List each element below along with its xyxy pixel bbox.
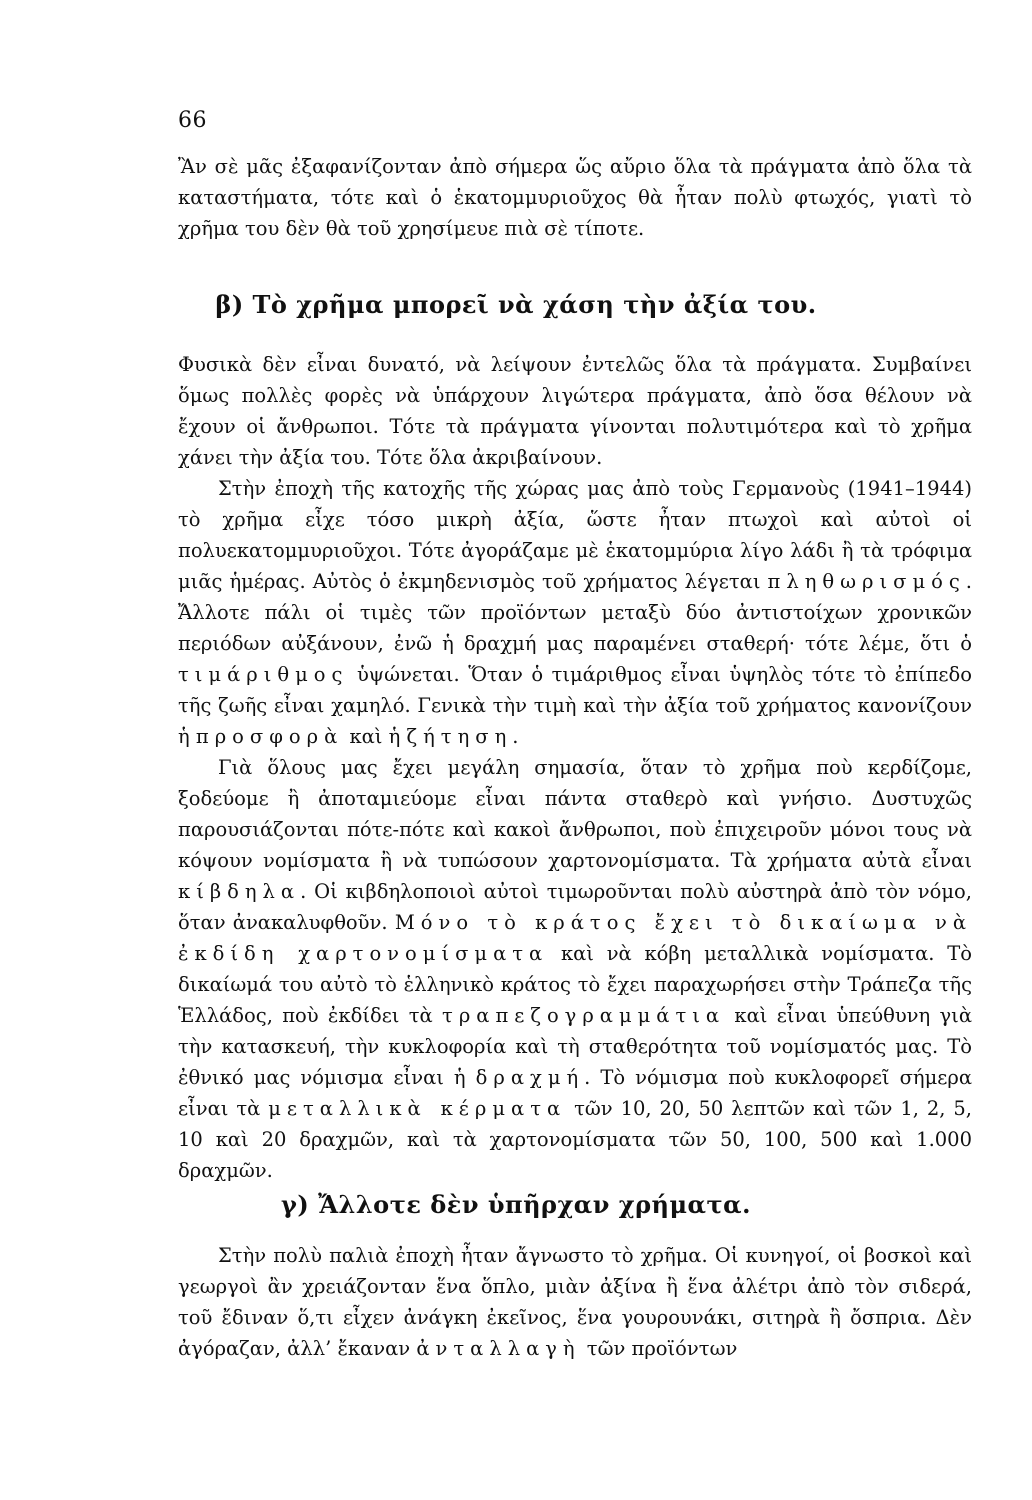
text-run: . Ἄλλοτε πάλι οἱ τιμὲς τῶν προϊόντων μεταξὺ δύο ἀντιστοίχων χρονικῶν περιόδων αὐξάνουν, ἐνῶ ἡ δραχμή μας παραμένει σταθερή· τότε λέμε, ὅτι ὁ	[178, 570, 972, 655]
text-run: Γιὰ ὅλους μας ἔχει μεγάλη σημασία, ὅταν τὸ χρῆμα ποὺ κερδίζομε, ξοδεύομε ἢ ἀποταμιεύομε εἶναι πάντα σταθερὸ καὶ γνήσιο. Δυστυχῶς παρουσιάζονται πότε-πότε καὶ κακοὶ ἄνθρωποι, ποὺ ἐπιχειροῦν μόνοι τους νὰ κόψουν νομίσματα ἢ νὰ τυπώσουν χαρτονομίσματα. Τὰ χρήματα αὐτὰ εἶναι	[178, 756, 972, 872]
section-b-paragraph-1: Φυσικὰ δὲν εἶναι δυνατό, νὰ λείψουν ἐντελῶς ὅλα τὰ πράγματα. Συμβαίνει ὅμως πολλὲς φορὲς νὰ ὑπάρχουν λιγώτερα πράγματα, ἀπὸ ὅσα θέλουν νὰ ἔχουν οἱ ἄνθρωποι. Τότε τὰ πράγματα γίνονται πολυτιμότερα καὶ τὸ χρῆμα χάνει τὴν ἀξία του. Τότε ὅλα ἀκριβαίνουν.	[178, 353, 972, 469]
section-b-paragraph-3	[178, 752, 972, 1186]
section-c-body	[178, 1240, 972, 1364]
text-run: ὑψώνεται. Ὅταν ὁ τιμάριθμος εἶναι ὑψηλὸς τότε τὸ ἐπίπεδο τῆς ζωῆς εἶναι χαμηλό. Γενικὰ τὴν τιμὴ καὶ τὴν ἀξία τοῦ χρήματος κανονίζουν ἡ	[178, 663, 972, 748]
text-run: τῶν προϊόντων	[580, 1337, 738, 1360]
section-c-paragraph-1	[178, 1240, 972, 1364]
spaced-term: πληθωρισμός	[767, 570, 966, 593]
text-run: .	[512, 725, 519, 748]
section-b-heading: β) Τὸ χρῆμα μπορεῖ νὰ χάση τὴν ἀξία του.	[215, 290, 817, 319]
intro-paragraph: Ἂν σὲ μᾶς ἐξαφανίζονταν ἀπὸ σήμερα ὥς αὔριο ὅλα τὰ πράγματα ἀπὸ ὅλα τὰ καταστήματα, τότε καὶ ὁ ἑκατομμυριοῦχος θὰ ἦταν πολὺ φτωχός, γιατὶ τὸ χρῆμα του δὲν θὰ τοῦ χρησίμευε πιὰ σὲ τίποτε.	[178, 155, 972, 240]
spaced-term: Μόνο τὸ κράτος ἔχει τὸ δικαίωμα νὰ ἐκδίδη χαρτονομίσματα	[178, 911, 972, 965]
intro-paragraph-block	[178, 151, 972, 244]
text-run: τῶν 10, 20, 50 λεπτῶν καὶ τῶν 1, 2, 5, 10 καὶ 20 δραχμῶν, καὶ τὰ χαρτονομίσματα τῶν 50, 100, 500 καὶ 1.000 δραχμῶν.	[178, 1097, 972, 1182]
spaced-term: δραχμή	[475, 1066, 585, 1089]
page-number: 66	[178, 108, 207, 133]
text-run: . Οἱ κιβδηλοποιοὶ αὐτοὶ τιμωροῦνται πολὺ αὐστηρὰ ἀπὸ τὸν νόμο, ὅταν ἀνακαλυφθοῦν.	[178, 880, 972, 934]
spaced-term: μεταλλικὰ κέρματα	[268, 1097, 567, 1120]
spaced-term: κίβδηλα	[178, 880, 301, 903]
spaced-term: τιμάριθμος	[178, 663, 349, 686]
spaced-term: προσφορὰ	[195, 725, 344, 748]
text-run: . Τὸ νόμισμα ποὺ κυκλοφορεῖ σήμερα εἶναι τὰ	[178, 1066, 972, 1120]
text-run: Στὴν πολὺ παλιὰ ἐποχὴ ἦταν ἄγνωστο τὸ χρῆμα. Οἱ κυνηγοί, οἱ βοσκοὶ καὶ γεωργοὶ ἂν χρειάζονταν ἕνα ὅπλο, μιὰν ἀξίνα ἢ ἕνα ἀλέτρι ἀπὸ τὸν σιδερά, τοῦ ἔδιναν ὅ,τι εἶχεν ἀνάγκη ἐκεῖνος, ἕνα γουρουνάκι, σιτηρὰ ἢ ὄσπρια. Δὲν ἀγόραζαν, ἀλλ’ ἔκαναν	[178, 1244, 972, 1360]
text-run: καὶ ἡ	[343, 725, 407, 748]
section-c-heading: γ) Ἄλλοτε δὲν ὑπῆρχαν χρήματα.	[281, 1190, 751, 1219]
spaced-term: ζήτηση	[406, 725, 513, 748]
text-run: καὶ νὰ κόβη μεταλλικὰ νομίσματα. Τὸ δικαίωμά του αὐτὸ τὸ ἑλληνικὸ κράτος τὸ ἔχει παραχωρήσει στὴν Τράπεζα τῆς Ἑλλάδος, ποὺ ἐκδίδει τὰ	[178, 942, 972, 1027]
spaced-term: τραπεζογραμμάτια	[442, 1004, 726, 1027]
spaced-term: ἀνταλλαγὴ	[416, 1337, 581, 1360]
text-run: Στὴν ἐποχὴ τῆς κατοχῆς τῆς χώρας μας ἀπὸ τοὺς Γερμανοὺς (1941–1944) τὸ χρῆμα εἶχε τόσο μικρὴ ἀξία, ὥστε ἦταν πτωχοὶ καὶ αὐτοὶ οἱ πολυεκατομμυριοῦχοι. Τότε ἀγοράζαμε μὲ ἑκατομμύρια λίγο λάδι ἢ τὰ τρόφιμα μιᾶς ἡμέρας. Αὐτὸς ὁ ἐκμηδενισμὸς τοῦ χρήματος λέγεται	[178, 477, 972, 593]
section-b-paragraph-2	[178, 473, 972, 752]
text-run: καὶ εἶναι ὑπεύθυνη γιὰ τὴν κατασκευή, τὴν κυκλοφορία καὶ τὴ σταθερότητα τοῦ νομίσματός μας. Τὸ ἐθνικό μας νόμισμα εἶναι ἡ	[178, 1004, 972, 1089]
section-b-body	[178, 349, 972, 1186]
